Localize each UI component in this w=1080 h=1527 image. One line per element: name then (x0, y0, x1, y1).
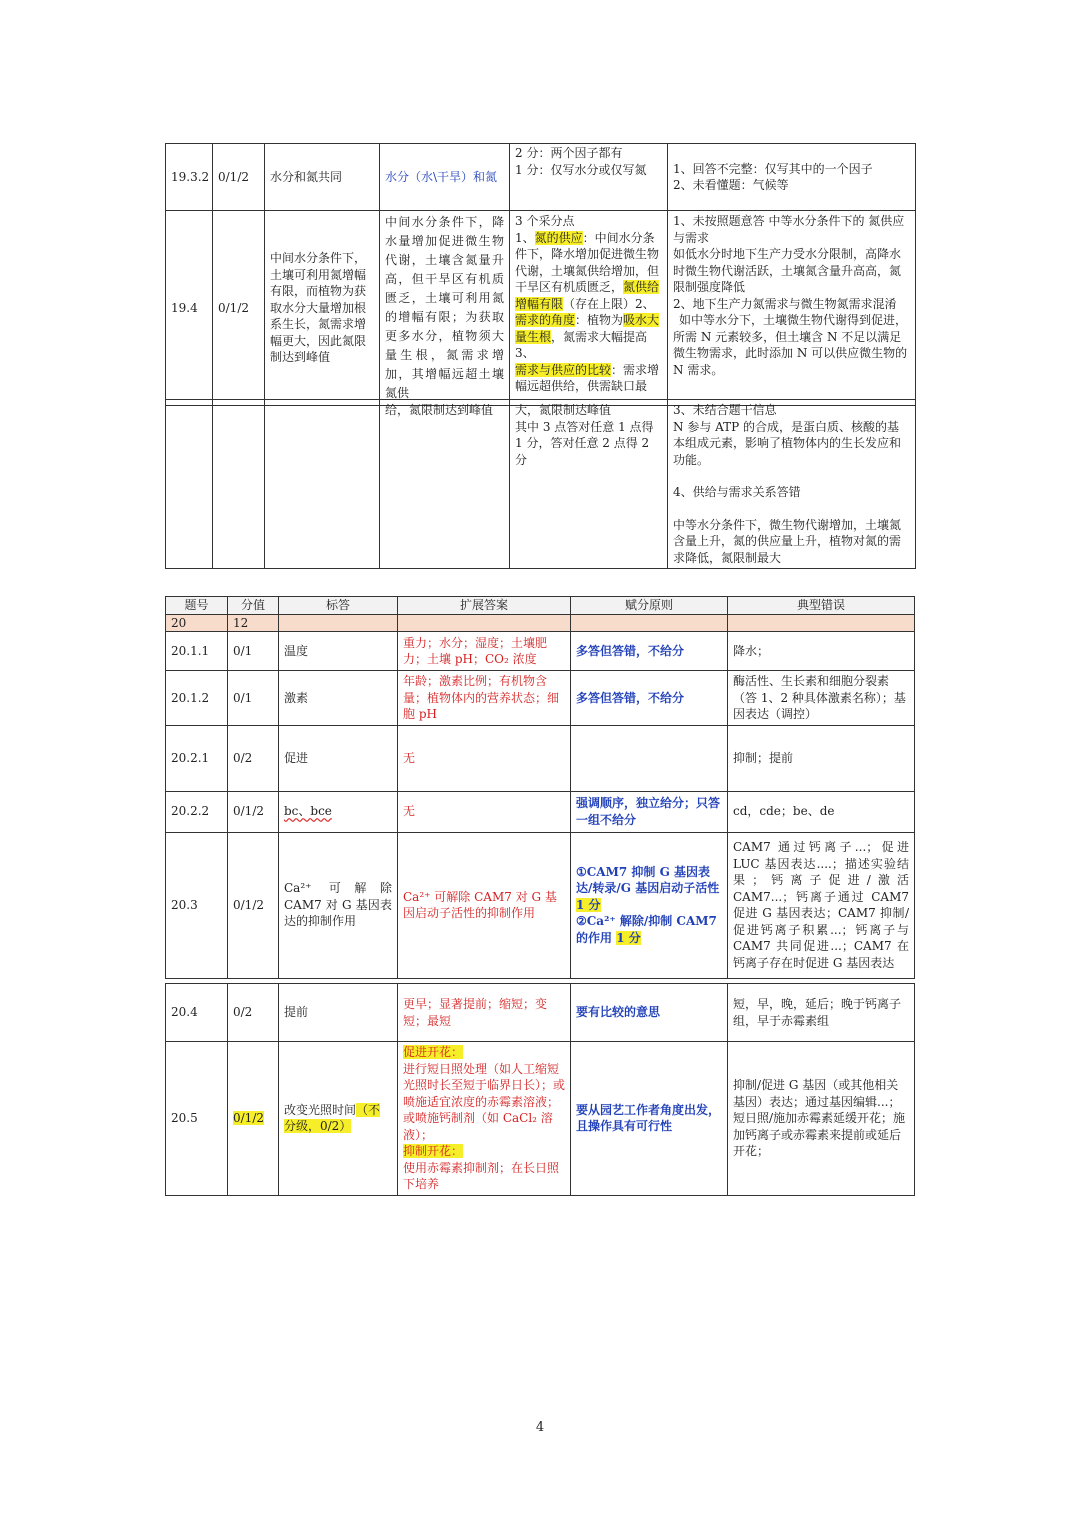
extended-answer: 中间水分条件下，降水量增加促进微生物代谢，土壤含氮量升高，但干旱区有机质匮乏，土壤可利用氮的增幅有限；为获取更多水分，植物须大量生根，氮需求增加，其增幅远超土壤氮供 (380, 211, 510, 406)
col-header: 分值 (228, 597, 279, 615)
table-20 (165, 596, 915, 979)
table-row: 20.2.1 0/2 促进 无 抑制；提前 (166, 725, 915, 791)
table-19-continued (165, 399, 916, 569)
table-row: 20.2.2 0/1/2 bc、bce 无 强调顺序，独立给分；只答一组不给分 cd，cde；be、de (166, 791, 915, 832)
table-row (166, 211, 916, 406)
scoring-rule: 3 个采分点 1、氮的供应：中间水分条件下，降水增加促进微生物代谢，土壤氮供给增加，但干旱区有机质匮乏，氮供给增幅有限（存在上限）2、 需求的角度：植物为吸水大量生根，氮需求大幅提高 3、 需求与供应的比较：需求增幅远超供给，供需缺口最 (510, 211, 668, 406)
table-row (166, 400, 916, 569)
table-row: 20.1.2 0/1 激素 年龄；激素比例；有机物含量；植物体内的营养状态；细胞 pH 多答但答错，不给分 酶活性、生长素和细胞分裂素（答 1、2 种具体激素名称）；基因表达（调控） (166, 671, 915, 726)
table-row: 20.4 0/2 提前 更早；显著提前；缩短；变短；最短 要有比较的意思 短，早，晚，延后；晚于钙离子组，早于赤霉素组 (166, 984, 915, 1042)
score: 0/1/2 (213, 144, 265, 211)
standard-answer: 中间水分条件下，土壤可利用氮增幅有限，而植物为获取水分大量增加根系生长，氮需求增幅更大，因此氮限制达到峰值 (265, 211, 380, 406)
typical-error: 3、未结合题干信息 N 参与 ATP 的合成，是蛋白质、核酸的基本组成元素，影响了植物体内的生长发应和功能。 4、供给与需求关系答错 中等水分条件下，微生物代谢增加，土壤氮含量上升，氮的供应量上升，植物对氮的需求降低，氮限制最大 (668, 400, 916, 569)
table-row: 20.1.1 0/1 温度 重力；水分；湿度；土壤肥力；土壤 pH；CO₂ 浓度 多答但答错，不给分 降水； (166, 632, 915, 671)
page-number: 4 (535, 1420, 545, 1435)
typical-error: 1、回答不完整：仅写其中的一个因子 2、未看懂题：气候等 (668, 144, 916, 211)
table-row: 20.3 0/1/2 Ca²⁺ 可解除 CAM7 对 G 基因表达的抑制作用 Ca²⁺ 可解除 CAM7 对 G 基因启动子活性的抑制作用 ①CAM7 抑制 G 基因表达/转录/G 基因启动子活性 1 分 ②Ca²⁺ 解除/抑制 CAM7 的作用 1 分 CAM7 通过钙离子...；促进 LUC 基因表达....；描述实验结果；钙离子促进/激活 CAM7...；钙离子通过 CAM7 促进 G 基因表达；CAM7 抑制/促进钙离子积累...；钙离子与 CAM7 共同促进...；CAM7 在钙离子存在时促进 G 基因表达 (166, 832, 915, 978)
scoring-rule: 2 分：两个因子都有 1 分：仅写水分或仅写氮 (510, 144, 668, 211)
col-header: 扩展答案 (398, 597, 571, 615)
standard-answer: 水分和氮共同 (265, 144, 380, 211)
table-row: 20.5 0/1/2 改变光照时间（不分级，0/2） 促进开花： 进行短日照处理（如人工缩短光照时长至短于临界日长）；或喷施适宜浓度的赤霉素溶液；或喷施钙制剂（如 CaCl₂ 溶液）； 抑制开花： 使用赤霉素抑制剂；在长日照下培养 要从园艺工作者角度出发，且操作具有可行性 抑制/促进 G 基因（或其他相关基因）表达；通过基因编辑...；短日照/施加赤霉素延缓开花；施加钙离子或赤霉素来提前或延后开花； (166, 1042, 915, 1196)
summary-row: 20 12 (166, 614, 915, 632)
table-19 (165, 143, 916, 406)
question-id: 19.3.2 (166, 144, 213, 211)
score: 0/1/2 (213, 211, 265, 406)
col-header: 典型错误 (728, 597, 915, 615)
scoring-rule: ①CAM7 抑制 G 基因表达/转录/G 基因启动子活性 1 分 ②Ca²⁺ 解除/抑制 CAM7 的作用 1 分 (571, 832, 728, 978)
typical-error: 1、未按照题意答 中等水分条件下的 氮供应与需求 如低水分时地下生产力受水分限制，高降水时微生物代谢活跃，土壤氮含量升高高，氮限制强度降低 2、地下生产力氮需求与微生物氮需求混淆 如中等水分下，土壤微生物代谢得到促进，所需 N 元素较多，但土壤含 N 不足以满足微生物需求，此时添加 N 可以供应微生物的 N 需求。 (668, 211, 916, 406)
question-id: 19.4 (166, 211, 213, 406)
table-20-continued (165, 983, 915, 1196)
scoring-rule: 大，氮限制达峰值 其中 3 点答对任意 1 点得 1 分，答对任意 2 点得 2 分 (510, 400, 668, 569)
col-header: 标答 (279, 597, 398, 615)
table-row (166, 144, 916, 211)
col-header: 赋分原则 (571, 597, 728, 615)
table-header (166, 597, 915, 615)
col-header: 题号 (166, 597, 228, 615)
extended-answer: 水分（水\干旱）和氮 (380, 144, 510, 211)
extended-answer: 给，氮限制达到峰值 (380, 400, 510, 569)
